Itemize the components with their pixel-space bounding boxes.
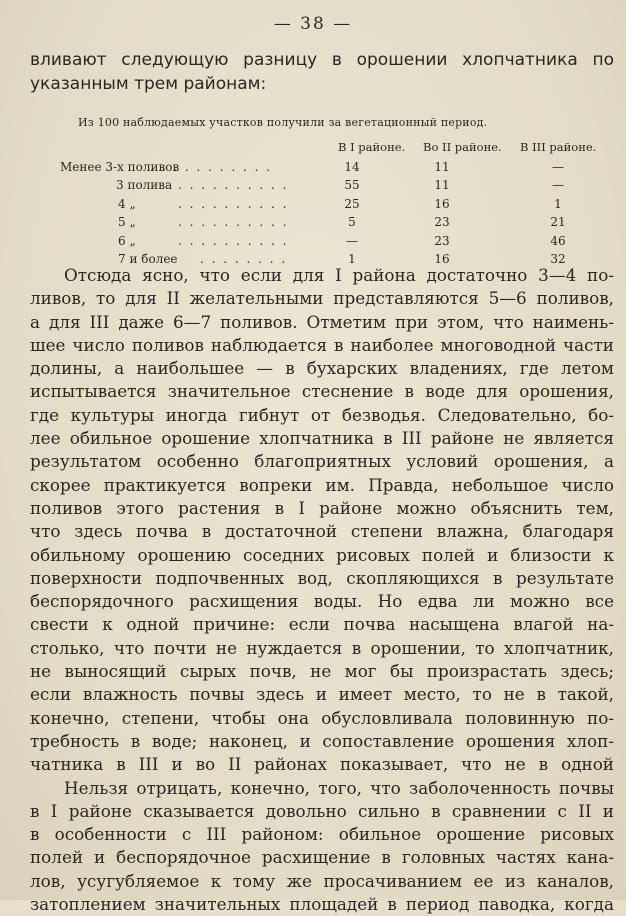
intro-line-1: вливают следующую разницу в орошении хлопчатника по xyxy=(30,50,614,70)
leader-dots: . . . . . . . . . . xyxy=(178,178,289,193)
text-line: беспорядочного расхищения воды. Но едва ли можно все xyxy=(30,591,614,612)
row-label: Менее 3-х поливов xyxy=(60,160,180,174)
leader-dots: . . . . . . . . . . xyxy=(178,215,289,230)
text-line: лее обильное орошение хлопчатника в III районе не является xyxy=(30,428,614,449)
table-caption: Из 100 наблюдаемых участков получили за вегетационный период. xyxy=(78,116,488,129)
table-header xyxy=(60,140,610,160)
row-label: 4 „ xyxy=(118,196,136,211)
cell-district-3: — xyxy=(552,160,564,174)
text-line: свести к одной причине: если почва насыщена влагой на- xyxy=(30,614,614,635)
row-label: 6 „ xyxy=(118,233,136,248)
text-line: конечно, степени, чтобы она обусловливала половинную по- xyxy=(30,707,614,728)
text-line: если влажность почвы здесь и имеет место, то не в такой, xyxy=(30,684,614,705)
row-label: 3 полива xyxy=(116,178,173,193)
leader-dots: . . . . . . . . . . xyxy=(178,196,289,211)
cell-district-2: 23 xyxy=(434,233,450,248)
cell-district-3: 21 xyxy=(550,215,566,230)
text-line: что здесь почва в достаточной степени влажна, благодаря xyxy=(30,521,614,542)
cell-district-1: 1 xyxy=(348,251,356,266)
page-number: — 38 — xyxy=(273,14,353,34)
text-line: скорее практикуется вопреки им. Правда, небольшое число xyxy=(30,474,614,495)
cell-district-2: 11 xyxy=(434,178,450,193)
text-line: испытывается значительное стеснение в воде для орошения, xyxy=(30,381,614,402)
cell-district-2: 16 xyxy=(434,196,450,211)
table-row xyxy=(60,234,610,252)
row-label: 5 „ xyxy=(118,215,136,230)
text-line: в I районе сказывается довольно сильно в сравнении с II и xyxy=(30,800,614,821)
cell-district-3: 1 xyxy=(554,196,562,211)
cell-district-2: 23 xyxy=(434,215,450,230)
text-line: лов, усугубляемое к тому же просачиванием ее из каналов, xyxy=(30,870,614,891)
text-line: не выносящий сырых почв, не мог бы произрастать здесь; xyxy=(30,661,614,682)
leader-dots: . . . . . . . . . . xyxy=(178,233,289,248)
row-label: 7 и более xyxy=(118,251,178,266)
table-row xyxy=(60,215,610,233)
cell-district-2: 11 xyxy=(434,160,450,174)
leader-dots: . . . . . . . . . . . xyxy=(150,160,273,174)
text-line: где культуры иногда гибнут от безводья. Следовательно, бо- xyxy=(30,404,614,425)
cell-district-1: 5 xyxy=(348,215,356,230)
text-line: ливов, то для II желательными представляются 5—6 поливов, xyxy=(30,288,614,309)
cell-district-1: 14 xyxy=(344,160,360,174)
column-header-district-2: Во II районе. xyxy=(423,140,502,154)
text-line: затоплением значительных площадей в период паводка, когда xyxy=(30,894,614,915)
text-line: чатника в III и во II районах показывает, что не в одной xyxy=(30,754,614,775)
cell-district-1: 25 xyxy=(344,196,360,211)
text-line: Отсюда ясно, что если для I района достаточно 3—4 по- xyxy=(64,265,614,285)
cell-district-1: 55 xyxy=(344,178,360,193)
intro-text xyxy=(30,48,614,96)
table-row xyxy=(60,197,610,215)
column-header-district-1: В I районе. xyxy=(338,140,406,154)
intro-line-2: указанным трем районам: xyxy=(30,74,267,94)
table-row xyxy=(60,178,610,196)
irrigation-table xyxy=(60,140,610,270)
cell-district-3: 32 xyxy=(550,251,566,266)
text-line: полей и беспорядочное расхищение в головных частях кана- xyxy=(30,847,614,868)
cell-district-2: 16 xyxy=(434,251,450,266)
text-line: обильному орошению соседних рисовых полей и близости к xyxy=(30,544,614,565)
text-line: а для III даже 6—7 поливов. Отметим при этом, что наимень- xyxy=(30,311,614,332)
text-line: поверхности подпочвенных вод, скопляющихся в результате xyxy=(30,567,614,588)
text-line: результатом особенно благоприятных условий орошения, а xyxy=(30,451,614,472)
cell-district-3: 46 xyxy=(550,233,566,248)
cell-district-3: — xyxy=(552,178,564,193)
text-line: Нельзя отрицать, конечно, того, что заболоченность почвы xyxy=(64,777,614,798)
text-line: в особенности с III районом: обильное орошение рисовых xyxy=(30,824,614,845)
text-line: требность в воде; наконец, и сопоставление орошения хлоп- xyxy=(30,730,614,751)
text-line: долины, а наибольшее — в бухарских владениях, где летом xyxy=(30,358,614,379)
text-line: поливов этого растения в I районе можно объяснить тем, xyxy=(30,497,614,518)
body-text xyxy=(30,264,614,916)
column-header-district-3: В III районе. xyxy=(520,140,597,154)
cell-district-1: — xyxy=(346,233,358,248)
leader-dots: . . . . . . . . xyxy=(200,251,288,266)
text-line: столько, что почти не нуждается в орошении, то хлопчатник, xyxy=(30,637,614,658)
text-line: шее число поливов наблюдается в наиболее многоводной части xyxy=(30,334,614,355)
table-row xyxy=(60,160,610,178)
